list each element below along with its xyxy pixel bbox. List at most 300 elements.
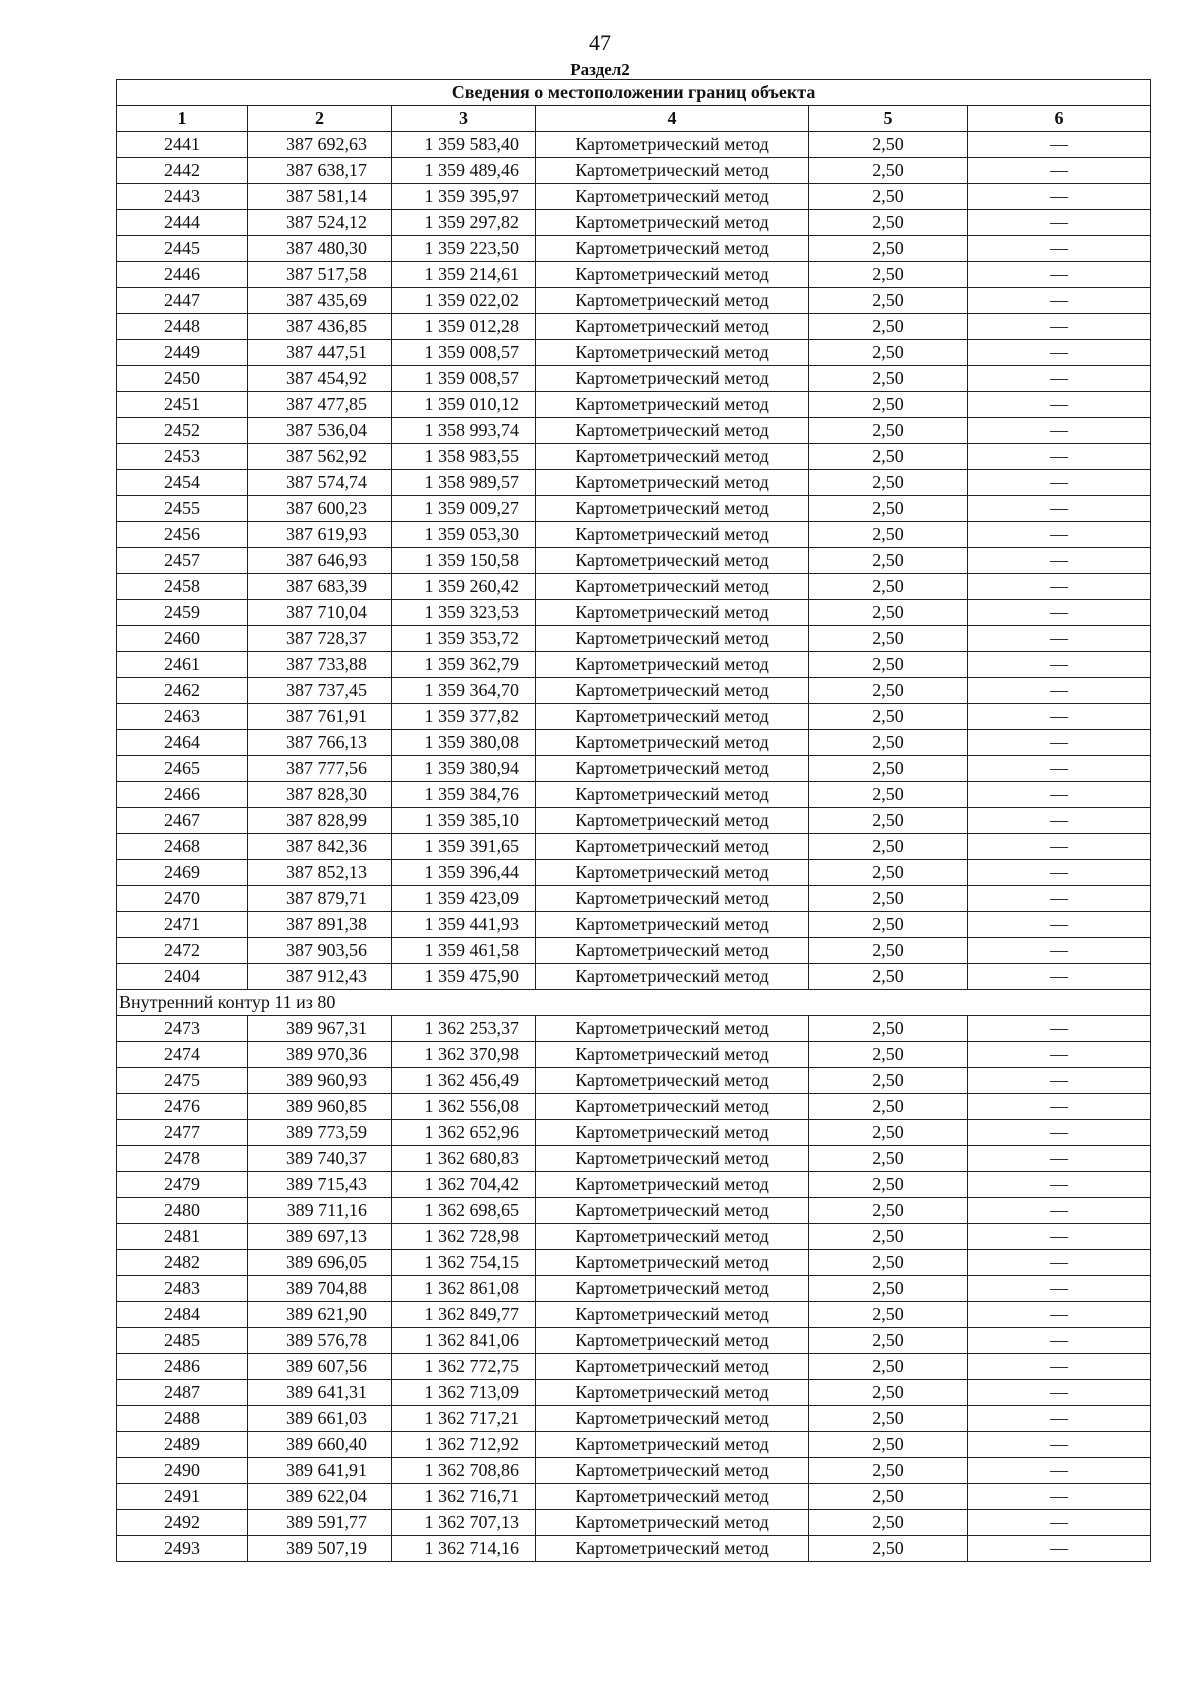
table-cell: 2449 xyxy=(117,340,248,366)
column-header: 1 xyxy=(117,106,248,132)
table-cell: Картометрический метод xyxy=(536,1276,809,1302)
table-cell: 1 362 841,06 xyxy=(392,1328,536,1354)
table-cell: 1 359 380,08 xyxy=(392,730,536,756)
table-cell: 2,50 xyxy=(809,756,968,782)
table-cell: 1 362 704,42 xyxy=(392,1172,536,1198)
column-header: 5 xyxy=(809,106,968,132)
table-cell: 2487 xyxy=(117,1380,248,1406)
table-row xyxy=(117,1536,1151,1562)
table-cell: 2,50 xyxy=(809,912,968,938)
table-row xyxy=(117,236,1151,262)
table-cell: — xyxy=(968,600,1151,626)
table-cell: 387 903,56 xyxy=(248,938,392,964)
table-cell: 387 574,74 xyxy=(248,470,392,496)
table-cell: 2445 xyxy=(117,236,248,262)
table-row xyxy=(117,314,1151,340)
table-cell: 1 359 384,76 xyxy=(392,782,536,808)
table-cell: 1 362 861,08 xyxy=(392,1276,536,1302)
table-cell: — xyxy=(968,782,1151,808)
table-cell: 389 715,43 xyxy=(248,1172,392,1198)
table-cell: 389 507,19 xyxy=(248,1536,392,1562)
table-row xyxy=(117,470,1151,496)
table-cell: 2465 xyxy=(117,756,248,782)
table-cell: 2483 xyxy=(117,1276,248,1302)
table-cell: 1 359 395,97 xyxy=(392,184,536,210)
table-cell: 1 362 716,71 xyxy=(392,1484,536,1510)
table-cell: — xyxy=(968,1510,1151,1536)
table-cell: 387 912,43 xyxy=(248,964,392,990)
table-cell: — xyxy=(968,1198,1151,1224)
table-cell: Картометрический метод xyxy=(536,964,809,990)
table-cell: Картометрический метод xyxy=(536,1302,809,1328)
table-cell: 387 891,38 xyxy=(248,912,392,938)
table-cell: Картометрический метод xyxy=(536,1146,809,1172)
table-row xyxy=(117,392,1151,418)
table-cell: — xyxy=(968,1406,1151,1432)
table-cell: 2478 xyxy=(117,1146,248,1172)
table-cell: — xyxy=(968,1354,1151,1380)
table-cell: 2,50 xyxy=(809,1484,968,1510)
table-cell: 2,50 xyxy=(809,340,968,366)
table-cell: 2469 xyxy=(117,860,248,886)
table-cell: Картометрический метод xyxy=(536,1172,809,1198)
table-row xyxy=(117,184,1151,210)
table-cell: 2,50 xyxy=(809,470,968,496)
table-cell: 2,50 xyxy=(809,808,968,834)
table-cell: Картометрический метод xyxy=(536,1042,809,1068)
table-cell: — xyxy=(968,366,1151,392)
table-cell: 2,50 xyxy=(809,522,968,548)
table-cell: 387 733,88 xyxy=(248,652,392,678)
table-cell: 2463 xyxy=(117,704,248,730)
table-cell: — xyxy=(968,834,1151,860)
table-cell: 389 773,59 xyxy=(248,1120,392,1146)
table-cell: 1 358 989,57 xyxy=(392,470,536,496)
table-cell: Картометрический метод xyxy=(536,1432,809,1458)
table-cell: 2464 xyxy=(117,730,248,756)
table-cell: 2491 xyxy=(117,1484,248,1510)
table-cell: 387 477,85 xyxy=(248,392,392,418)
table-row xyxy=(117,1250,1151,1276)
table-row xyxy=(117,1042,1151,1068)
table-cell: 2,50 xyxy=(809,834,968,860)
table-cell: 1 359 353,72 xyxy=(392,626,536,652)
table-cell: Картометрический метод xyxy=(536,470,809,496)
table-cell: Картометрический метод xyxy=(536,262,809,288)
table-cell: 389 622,04 xyxy=(248,1484,392,1510)
table-cell: 2,50 xyxy=(809,678,968,704)
contour-row xyxy=(117,990,1151,1016)
table-cell: — xyxy=(968,886,1151,912)
table-cell: 2455 xyxy=(117,496,248,522)
column-header: 6 xyxy=(968,106,1151,132)
table-cell: 387 777,56 xyxy=(248,756,392,782)
table-cell: Картометрический метод xyxy=(536,418,809,444)
table-cell: 2447 xyxy=(117,288,248,314)
table-caption: Сведения о местоположении границ объекта xyxy=(117,80,1151,106)
table-cell: 387 435,69 xyxy=(248,288,392,314)
table-row xyxy=(117,1302,1151,1328)
table-cell: 2,50 xyxy=(809,236,968,262)
table-row xyxy=(117,626,1151,652)
table-cell: 2,50 xyxy=(809,1250,968,1276)
table-cell: 389 661,03 xyxy=(248,1406,392,1432)
table-cell: 389 607,56 xyxy=(248,1354,392,1380)
table-cell: 2486 xyxy=(117,1354,248,1380)
table-row xyxy=(117,418,1151,444)
table-cell: Картометрический метод xyxy=(536,496,809,522)
table-cell: 2477 xyxy=(117,1120,248,1146)
table-cell: Картометрический метод xyxy=(536,1406,809,1432)
table-cell: 387 524,12 xyxy=(248,210,392,236)
table-cell: Картометрический метод xyxy=(536,314,809,340)
table-cell: Картометрический метод xyxy=(536,1510,809,1536)
table-cell: — xyxy=(968,158,1151,184)
table-cell: 387 454,92 xyxy=(248,366,392,392)
table-cell: 2,50 xyxy=(809,704,968,730)
table-cell: 387 728,37 xyxy=(248,626,392,652)
table-cell: 2474 xyxy=(117,1042,248,1068)
table-cell: 2459 xyxy=(117,600,248,626)
table-cell: 387 619,93 xyxy=(248,522,392,548)
table-cell: 387 710,04 xyxy=(248,600,392,626)
table-cell: 2485 xyxy=(117,1328,248,1354)
table-cell: 1 362 772,75 xyxy=(392,1354,536,1380)
table-cell: 2467 xyxy=(117,808,248,834)
table-cell: 1 359 380,94 xyxy=(392,756,536,782)
table-cell: — xyxy=(968,1068,1151,1094)
table-row xyxy=(117,1146,1151,1172)
table-cell: 2,50 xyxy=(809,886,968,912)
table-cell: 2,50 xyxy=(809,444,968,470)
table-cell: 1 359 364,70 xyxy=(392,678,536,704)
table-cell: 2,50 xyxy=(809,418,968,444)
table-cell: 2,50 xyxy=(809,600,968,626)
table-cell: 2471 xyxy=(117,912,248,938)
table-cell: 1 362 456,49 xyxy=(392,1068,536,1094)
table-cell: 1 359 396,44 xyxy=(392,860,536,886)
table-cell: 2473 xyxy=(117,1016,248,1042)
table-cell: 2,50 xyxy=(809,1146,968,1172)
table-cell: 2,50 xyxy=(809,496,968,522)
table-cell: Картометрический метод xyxy=(536,834,809,860)
table-cell: 389 960,85 xyxy=(248,1094,392,1120)
contour-label: Внутренний контур 11 из 80 xyxy=(117,990,1151,1016)
table-cell: 2476 xyxy=(117,1094,248,1120)
table-cell: — xyxy=(968,522,1151,548)
table-row xyxy=(117,678,1151,704)
table-row xyxy=(117,1484,1151,1510)
table-cell: 1 362 652,96 xyxy=(392,1120,536,1146)
table-cell: 2,50 xyxy=(809,1276,968,1302)
table-cell: Картометрический метод xyxy=(536,860,809,886)
table-cell: Картометрический метод xyxy=(536,1354,809,1380)
table-row xyxy=(117,1354,1151,1380)
table-cell: — xyxy=(968,1146,1151,1172)
table-cell: 2,50 xyxy=(809,1406,968,1432)
table-cell: 2,50 xyxy=(809,1302,968,1328)
table-cell: 1 359 053,30 xyxy=(392,522,536,548)
table-cell: Картометрический метод xyxy=(536,1536,809,1562)
table-cell: — xyxy=(968,1276,1151,1302)
table-row xyxy=(117,1276,1151,1302)
table-cell: 1 358 983,55 xyxy=(392,444,536,470)
table-cell: 1 359 008,57 xyxy=(392,366,536,392)
table-cell: Картометрический метод xyxy=(536,938,809,964)
table-cell: 1 362 370,98 xyxy=(392,1042,536,1068)
table-cell: 1 359 362,79 xyxy=(392,652,536,678)
table-row xyxy=(117,938,1151,964)
table-cell: Картометрический метод xyxy=(536,704,809,730)
table-row xyxy=(117,1120,1151,1146)
table-cell: — xyxy=(968,912,1151,938)
table-cell: 389 704,88 xyxy=(248,1276,392,1302)
table-cell: 2404 xyxy=(117,964,248,990)
table-cell: Картометрический метод xyxy=(536,288,809,314)
table-row xyxy=(117,444,1151,470)
table-cell: — xyxy=(968,340,1151,366)
table-cell: Картометрический метод xyxy=(536,886,809,912)
table-cell: Картометрический метод xyxy=(536,184,809,210)
table-cell: 2,50 xyxy=(809,1224,968,1250)
table-cell: 2488 xyxy=(117,1406,248,1432)
table-row xyxy=(117,1328,1151,1354)
table-cell: 2,50 xyxy=(809,366,968,392)
boundary-coordinates-table xyxy=(116,79,1151,1562)
table-cell: — xyxy=(968,626,1151,652)
table-cell: — xyxy=(968,262,1151,288)
table-row xyxy=(117,1406,1151,1432)
table-cell: 2,50 xyxy=(809,1432,968,1458)
table-cell: 1 359 022,02 xyxy=(392,288,536,314)
table-cell: 2480 xyxy=(117,1198,248,1224)
table-row xyxy=(117,1458,1151,1484)
table-cell: 2,50 xyxy=(809,548,968,574)
table-cell: 2475 xyxy=(117,1068,248,1094)
table-cell: 1 359 214,61 xyxy=(392,262,536,288)
table-row xyxy=(117,652,1151,678)
table-cell: 1 362 253,37 xyxy=(392,1016,536,1042)
table-cell: 2,50 xyxy=(809,626,968,652)
table-cell: 2,50 xyxy=(809,860,968,886)
table-cell: 1 359 009,27 xyxy=(392,496,536,522)
table-cell: 387 879,71 xyxy=(248,886,392,912)
table-cell: — xyxy=(968,1380,1151,1406)
table-row xyxy=(117,912,1151,938)
table-cell: 387 581,14 xyxy=(248,184,392,210)
table-cell: 387 562,92 xyxy=(248,444,392,470)
table-cell: 1 359 012,28 xyxy=(392,314,536,340)
table-row xyxy=(117,1432,1151,1458)
table-cell: 1 359 391,65 xyxy=(392,834,536,860)
table-cell: 1 359 377,82 xyxy=(392,704,536,730)
table-cell: 389 960,93 xyxy=(248,1068,392,1094)
table-cell: 1 359 583,40 xyxy=(392,132,536,158)
table-cell: 2441 xyxy=(117,132,248,158)
table-cell: — xyxy=(968,548,1151,574)
table-cell: 2442 xyxy=(117,158,248,184)
table-cell: — xyxy=(968,392,1151,418)
table-cell: — xyxy=(968,1484,1151,1510)
table-cell: 387 766,13 xyxy=(248,730,392,756)
table-row xyxy=(117,522,1151,548)
table-cell: Картометрический метод xyxy=(536,392,809,418)
table-cell: — xyxy=(968,184,1151,210)
table-cell: 2451 xyxy=(117,392,248,418)
table-cell: 387 638,17 xyxy=(248,158,392,184)
table-cell: 2,50 xyxy=(809,288,968,314)
table-cell: Картометрический метод xyxy=(536,1120,809,1146)
table-cell: 1 362 707,13 xyxy=(392,1510,536,1536)
table-cell: — xyxy=(968,1458,1151,1484)
table-cell: — xyxy=(968,1536,1151,1562)
table-cell: 2,50 xyxy=(809,1458,968,1484)
table-row xyxy=(117,1016,1151,1042)
table-cell: — xyxy=(968,1302,1151,1328)
table-cell: Картометрический метод xyxy=(536,574,809,600)
table-cell: 2468 xyxy=(117,834,248,860)
table-cell: 387 842,36 xyxy=(248,834,392,860)
table-cell: 1 362 714,16 xyxy=(392,1536,536,1562)
table-cell: 387 828,99 xyxy=(248,808,392,834)
table-row xyxy=(117,782,1151,808)
table-cell: Картометрический метод xyxy=(536,1458,809,1484)
table-cell: Картометрический метод xyxy=(536,756,809,782)
table-cell: 1 359 461,58 xyxy=(392,938,536,964)
table-cell: 2456 xyxy=(117,522,248,548)
table-cell: — xyxy=(968,652,1151,678)
table-cell: 2,50 xyxy=(809,652,968,678)
table-cell: 1 359 385,10 xyxy=(392,808,536,834)
table-cell: Картометрический метод xyxy=(536,912,809,938)
column-header: 4 xyxy=(536,106,809,132)
table-row xyxy=(117,1510,1151,1536)
column-header: 3 xyxy=(392,106,536,132)
table-cell: 2461 xyxy=(117,652,248,678)
table-cell: 387 436,85 xyxy=(248,314,392,340)
table-cell: 2493 xyxy=(117,1536,248,1562)
table-cell: — xyxy=(968,756,1151,782)
table-row xyxy=(117,600,1151,626)
table-row xyxy=(117,1198,1151,1224)
table-row xyxy=(117,756,1151,782)
table-cell: Картометрический метод xyxy=(536,236,809,262)
page-number: 47 xyxy=(589,30,611,55)
table-cell: 1 362 708,86 xyxy=(392,1458,536,1484)
table-cell: Картометрический метод xyxy=(536,1198,809,1224)
table-cell: — xyxy=(968,1328,1151,1354)
table-cell: 389 711,16 xyxy=(248,1198,392,1224)
table-cell: — xyxy=(968,1224,1151,1250)
table-cell: Картометрический метод xyxy=(536,652,809,678)
table-cell: — xyxy=(968,418,1151,444)
table-cell: 2470 xyxy=(117,886,248,912)
table-cell: 2,50 xyxy=(809,1120,968,1146)
table-row xyxy=(117,1224,1151,1250)
table-cell: 1 362 728,98 xyxy=(392,1224,536,1250)
table-row xyxy=(117,1068,1151,1094)
table-cell: — xyxy=(968,860,1151,886)
table-cell: 389 641,31 xyxy=(248,1380,392,1406)
table-cell: 2,50 xyxy=(809,964,968,990)
table-cell: 2,50 xyxy=(809,574,968,600)
table-cell: 2,50 xyxy=(809,392,968,418)
table-row xyxy=(117,1094,1151,1120)
table-cell: 1 359 323,53 xyxy=(392,600,536,626)
table-cell: 389 641,91 xyxy=(248,1458,392,1484)
table-cell: 1 359 010,12 xyxy=(392,392,536,418)
table-cell: 2452 xyxy=(117,418,248,444)
table-cell: 389 621,90 xyxy=(248,1302,392,1328)
table-cell: Картометрический метод xyxy=(536,1380,809,1406)
table-cell: 389 970,36 xyxy=(248,1042,392,1068)
table-cell: — xyxy=(968,678,1151,704)
table-cell: 2457 xyxy=(117,548,248,574)
table-row xyxy=(117,964,1151,990)
table-cell: 389 740,37 xyxy=(248,1146,392,1172)
table-cell: 387 692,63 xyxy=(248,132,392,158)
table-cell: — xyxy=(968,938,1151,964)
table-cell: — xyxy=(968,288,1151,314)
table-cell: — xyxy=(968,1120,1151,1146)
table-cell: 2460 xyxy=(117,626,248,652)
table-cell: 1 359 475,90 xyxy=(392,964,536,990)
table-cell: 1 362 849,77 xyxy=(392,1302,536,1328)
table-cell: 1 359 489,46 xyxy=(392,158,536,184)
table-row xyxy=(117,288,1151,314)
table-cell: — xyxy=(968,314,1151,340)
table-cell: 389 696,05 xyxy=(248,1250,392,1276)
table-cell: 389 660,40 xyxy=(248,1432,392,1458)
table-cell: Картометрический метод xyxy=(536,730,809,756)
table-cell: 2490 xyxy=(117,1458,248,1484)
table-row xyxy=(117,132,1151,158)
table-cell: 1 362 680,83 xyxy=(392,1146,536,1172)
table-row xyxy=(117,158,1151,184)
table-cell: 2466 xyxy=(117,782,248,808)
table-cell: 2462 xyxy=(117,678,248,704)
table-row xyxy=(117,886,1151,912)
table-cell: 2472 xyxy=(117,938,248,964)
table-cell: 1 362 556,08 xyxy=(392,1094,536,1120)
table-cell: 389 591,77 xyxy=(248,1510,392,1536)
table-cell: 2,50 xyxy=(809,1068,968,1094)
table-cell: 2,50 xyxy=(809,184,968,210)
table-row xyxy=(117,1380,1151,1406)
table-cell: 2,50 xyxy=(809,262,968,288)
column-header: 2 xyxy=(248,106,392,132)
table-cell: 2479 xyxy=(117,1172,248,1198)
table-row xyxy=(117,860,1151,886)
table-cell: 2,50 xyxy=(809,1042,968,1068)
table-cell: 1 359 260,42 xyxy=(392,574,536,600)
table-cell: 1 358 993,74 xyxy=(392,418,536,444)
table-cell: 2,50 xyxy=(809,938,968,964)
table-cell: 1 359 150,58 xyxy=(392,548,536,574)
table-cell: 2492 xyxy=(117,1510,248,1536)
table-cell: Картометрический метод xyxy=(536,132,809,158)
table-cell: 2,50 xyxy=(809,1094,968,1120)
table-row xyxy=(117,574,1151,600)
table-cell: 2,50 xyxy=(809,210,968,236)
table-row xyxy=(117,548,1151,574)
table-cell: 2,50 xyxy=(809,782,968,808)
table-cell: 389 697,13 xyxy=(248,1224,392,1250)
table-cell: 1 362 698,65 xyxy=(392,1198,536,1224)
table-cell: — xyxy=(968,470,1151,496)
table-cell: Картометрический метод xyxy=(536,1016,809,1042)
table-cell: 2,50 xyxy=(809,730,968,756)
